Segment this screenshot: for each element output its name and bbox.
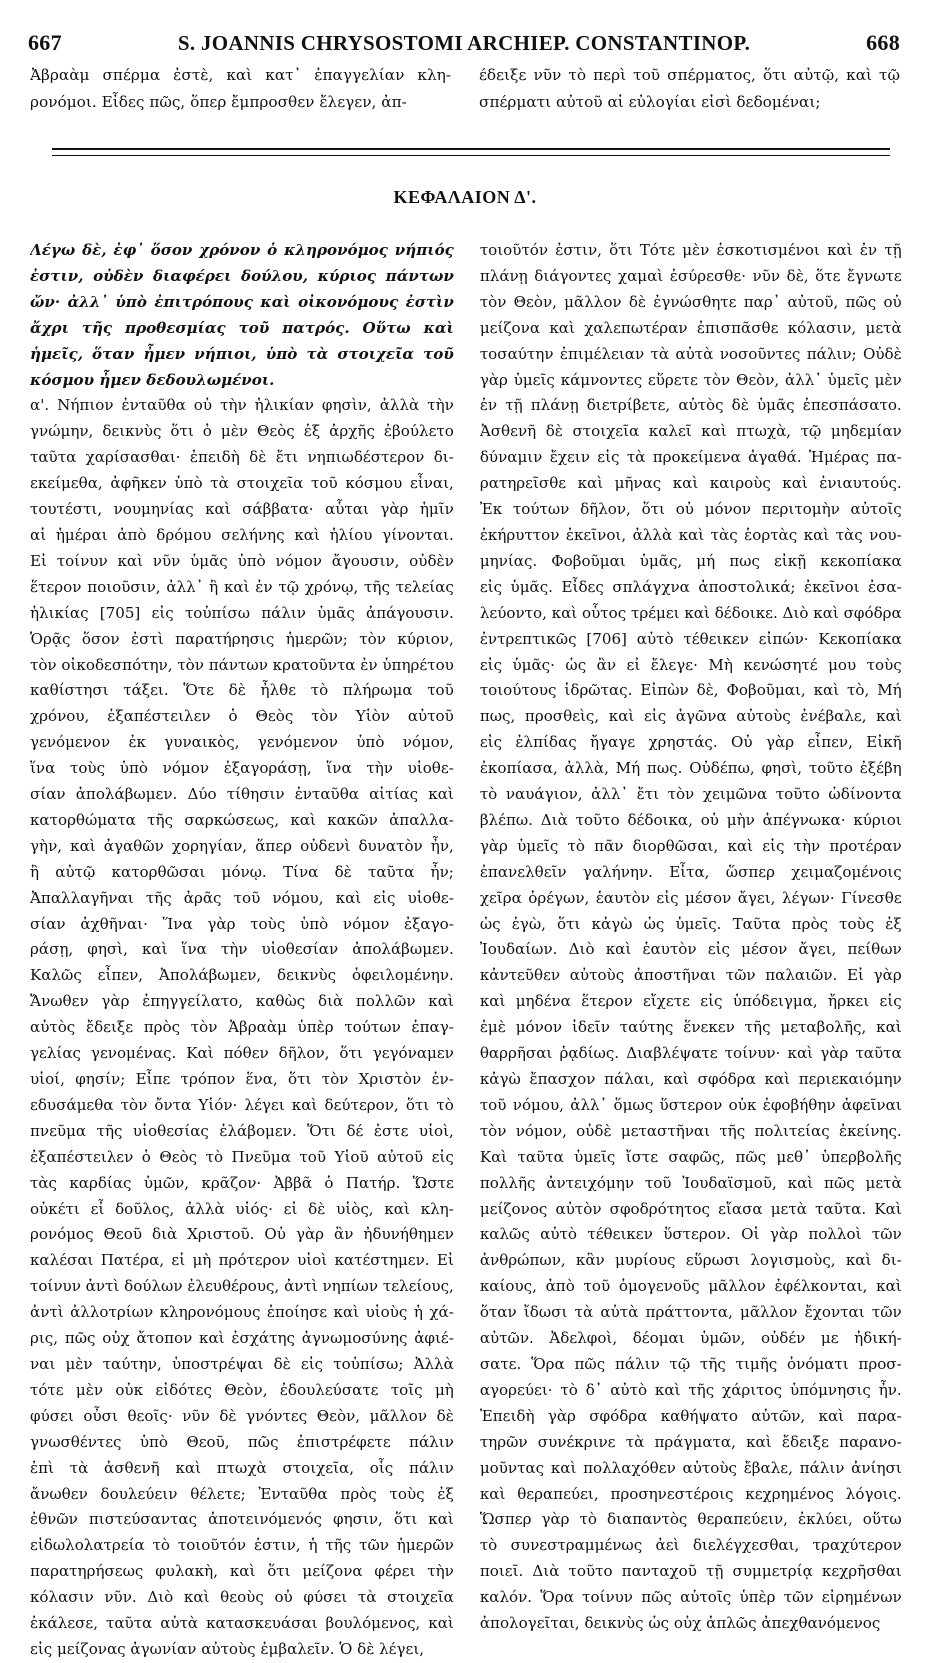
- verse-line: κόσμου ἦμεν δεδουλωμένοι.: [30, 370, 275, 389]
- text-line: βλέπω. Διὰ τοῦτο δέδοικα, οὐ μὴν ἀπέγνωκα· κύριοι: [479, 810, 902, 829]
- text-line: φύσει οὖσι θεοῖς· νῦν δὲ γνόντες Θεὸν, μᾶλλον δὲ: [30, 1406, 454, 1425]
- text-line: οὐκέτι εἶ δοῦλος, ἀλλὰ υἱός· εἰ δὲ υἱὸς, καὶ κλη-: [30, 1199, 454, 1218]
- text-line: ἀπολογεῖται, δεικνὺς ὡς οὐχ ἁπλῶς ἀπεχθανόμενος: [479, 1614, 881, 1633]
- text-line: γνωσθέντες ὑπὸ Θεοῦ, πῶς ἐπιστρέφετε πάλιν: [30, 1432, 454, 1451]
- text-line: Ἐκ τούτων δῆλον, ὅτι οὐ μόνον περιτομὴν αὐτοῖς: [479, 500, 902, 519]
- text-line: εἰς ἐλπίδας ἤγαγε χρηστάς. Οὐ γὰρ εἶπεν, Εἰκῆ: [479, 733, 902, 752]
- text-line: εἰς μείζονας ἀγωνίαν αὐτοὺς ἐμβαλεῖν. Ὁ δὲ λέγει,: [30, 1639, 425, 1658]
- text-line: ρις, πῶς οὐχ ἄτοπον καὶ ἐσχάτης ἀγνωμοσύνης ἀφιέ-: [30, 1329, 454, 1348]
- text-line: καθίστησι τάξει. Ὅτε δὲ ἦλθε τὸ πλήρωμα τοῦ: [30, 681, 454, 700]
- text-line: ρονόμος Θεοῦ διὰ Χριστοῦ. Οὐ γὰρ ἂν ἠδυνήθημεν: [30, 1225, 454, 1244]
- text-line: ἵνα τοὺς ὑπὸ νόμον ἐξαγοράσῃ, ἵνα τὴν υἱοθε-: [30, 759, 454, 778]
- text-line: ταῦτα χαρίσασθαι· ἐπειδὴ δὲ ἔτι νηπιωδέστερον δι-: [30, 448, 454, 467]
- text-line: αγορεύει· τὸ δ᾽ αὐτὸ καὶ τῆς χάριτος ὑπόμνησις ἦν.: [479, 1380, 902, 1399]
- text-line: έδειξε νῦν τὸ περὶ τοῦ σπέρματος, ὅτι αὐτῷ, καὶ τῷ: [479, 66, 900, 84]
- text-line: κἀντεῦθεν αὐτοὺς ἀποστῆναι τῶν παλαιῶν. Εἰ γὰρ: [479, 966, 902, 985]
- text-line: τηρῶν συνέκρινε τὰ πράγματα, καὶ ἔδειξε παρανο-: [479, 1432, 902, 1451]
- text-line: μοῦντας καὶ πολλαχόθεν αὐτοὺς ἔβαλε, πάλιν ἀνίησι: [479, 1458, 902, 1477]
- text-line: σατε. Ὅρα πῶς πάλιν τῷ τῆς τιμῆς ὀνόματι προσ-: [479, 1354, 902, 1373]
- text-line: ἐκοπίασα, ἀλλὰ, Μή πως. Οὐδέπω, φησὶ, τοῦτο ἐξέβη: [479, 759, 902, 778]
- text-line: εκείμεθα, ἀφῆκεν ὑπὸ τὰ στοιχεῖα τοῦ κόσμου εἶναι,: [30, 474, 454, 493]
- text-line: μείζονα καὶ χαλεπωτέραν ἐπισπᾶσθε κόλασιν, μετὰ: [479, 318, 902, 337]
- text-line: γὰρ ὑμεῖς κάμνοντες εὕρετε τὸν Θεὸν, ἀλλ᾽ ὑμεῖς μὲν: [479, 370, 902, 389]
- text-line: τότε μὲν οὐκ εἰδότες Θεὸν, ἐδουλεύσατε τοῖς μὴ: [30, 1380, 454, 1399]
- text-line: τοίνυν ἀντὶ δούλων ἐλευθέρους, ἀντὶ νηπίων τελείους,: [30, 1277, 454, 1296]
- text-line: εἰς ὑμᾶς· ὡς ἂν εἰ ἔλεγε· Μὴ κενώσητέ μου τοὺς: [479, 655, 902, 674]
- verse-line: ἐστιν, οὐδὲν διαφέρει δούλου, κύριος πάντων: [30, 266, 454, 285]
- right-column: [480, 238, 902, 1663]
- text-line: σίαν ἀχθῆναι· Ἵνα γὰρ τοὺς ὑπὸ νόμον ἐξαγο-: [30, 914, 454, 933]
- text-line: Ἀσθενῆ δὲ στοιχεῖα καλεῖ καὶ πτωχὰ, τῷ μηδεμίαν: [479, 422, 902, 441]
- text-line: Ἐπειδὴ γὰρ σφόδρα καθήψατο αὐτῶν, καὶ παρα-: [479, 1406, 902, 1425]
- verse-line: ἄχρι τῆς προθεσμίας τοῦ πατρός. Οὕτω καὶ: [30, 318, 454, 337]
- text-line: ναι μὲν ταύτην, ὑποστρέψαι δὲ εἰς τοὐπίσω; Ἀλλὰ: [30, 1354, 454, 1373]
- divider-rule: [52, 155, 890, 156]
- text-line: πως, προσθεὶς, καὶ εἰς ἀγῶνα αὐτοὺς ἐνέβαλε, καὶ: [479, 707, 902, 726]
- text-line: αὐτῶν. Ἀδελφοὶ, δέομαι ὑμῶν, οὐδέν με ἠδική-: [479, 1329, 902, 1348]
- text-line: ἄνωθεν δουλεύειν θέλετε; Ἐνταῦθα πρὸς τοὺς ἐξ: [30, 1484, 454, 1503]
- text-line: κἀγὼ ἔπασχον πάλαι, καὶ σφόδρα καὶ περιεκαιόμην: [479, 1070, 902, 1088]
- text-line: Ὥσπερ γὰρ τὸ διαπαντὸς θεραπεύειν, ἐκλύει, οὕτω: [479, 1510, 902, 1529]
- text-line: λεύοντο, καὶ οὗτος τρέμει καὶ δέδοικε. Διὸ καὶ σφόδρα: [479, 603, 902, 622]
- text-line: μείζονος αὐτὸν σφοδρότητος εἴασα μετὰ ταῦτα. Καὶ: [479, 1199, 902, 1218]
- text-line: γενόμενον ἐκ γυναικὸς, γενόμενον ὑπὸ νόμον,: [30, 733, 454, 752]
- body-columns: [30, 238, 900, 1663]
- text-line: ρονόμοι. Εἶδες πῶς, ὅπερ ἔμπροσθεν ἔλεγεν, ἀπ-: [30, 93, 407, 111]
- text-line: τοῦ νόμου, ἀλλ᾽ ὅμως ὕστερον οὐκ ἐφοβήθην ἀφεῖναι: [479, 1095, 902, 1114]
- text-line: εδυσάμεθα τὸν ὄντα Υἱόν· λέγει καὶ δεύτερον, ὅτι τὸ: [30, 1095, 454, 1114]
- text-line: Καλῶς εἶπεν, Ἀπολάβωμεν, δεικνὺς ὀφειλομένην.: [30, 966, 454, 985]
- text-line: αὐτὸς ἔδειξε πρὸς τὸν Ἀβραὰμ ὑπὲρ τούτων ἐπαγ-: [30, 1018, 454, 1037]
- text-line: πνεῦμα τῆς υἱοθεσίας ἐλάβομεν. Ὅτι δέ ἐστε υἱοὶ,: [30, 1121, 454, 1140]
- text-line: γὴν, καὶ ἀγαθῶν χορηγίαν, ἅπερ οὐδενὶ δυνατὸν ἦν,: [30, 836, 454, 855]
- text-line: γὰρ ὑμεῖς τὸ πᾶν διορθῶσαι, καὶ εἰς τὴν προτέραν: [479, 836, 902, 855]
- page-number-left: 667: [28, 30, 62, 55]
- text-line: ὡς ἐγὼ, ὅτι κἀγὼ ὡς ὑμεῖς. Ταῦτα πρὸς τοὺς ἐξ: [479, 914, 902, 933]
- text-line: τὰς καρδίας ὑμῶν, κρᾶζον· Ἀββᾶ ὁ Πατήρ. Ὥστε: [30, 1173, 454, 1192]
- text-line: θαρρῆσαι ῥᾳδίως. Διαβλέψατε τοίνυν· καὶ γὰρ ταῦτα: [479, 1044, 902, 1063]
- text-line: καὶ μηδένα ἕτερον εἴχετε εἰς ὑπόδειγμα, ἤρκει εἰς: [479, 992, 902, 1011]
- text-line: δύναμιν ἔχειν εἰς τὰ προκείμενα ἀγαθά. Ἡμέρας πα-: [479, 448, 902, 467]
- text-line: τὸ ναυάγιον, ἀλλ᾽ ἔτι τὸν χειμῶνα τοῦτο ὠδίνοντα: [479, 785, 902, 804]
- text-line: καλόν. Ὅρα τοίνυν πῶς αὐτοῖς ὑπὲρ τῶν εἰρημένων: [479, 1588, 902, 1607]
- text-line: καλέσαι Πατέρα, εἰ μὴ πρότερον υἱοὶ κατέστημεν. Εἰ: [30, 1251, 454, 1270]
- text-line: κατορθώματα τῆς σαρκώσεως, καὶ κακῶν ἀπαλλα-: [30, 810, 454, 829]
- text-line: πολλῆς ἀντειχόμην τοῦ Ἰουδαϊσμοῦ, καὶ πῶς μετὰ: [479, 1173, 902, 1192]
- text-line: καὶ θεραπεύει, προσηνεστέροις κεχρημένος λόγοις.: [479, 1484, 902, 1503]
- text-line: ἐντρεπτικῶς [706] αὐτὸ τέθεικεν εἰπών· Κεκοπίακα: [479, 629, 902, 648]
- text-line: υἱοί, φησίν; Εἶπε τρόπον ἕνα, ὅτι τὸν Χριστὸν ἐν-: [30, 1070, 454, 1088]
- verse-line: Λέγω δὲ, ἐφ᾽ ὅσον χρόνον ὁ κληρονόμος νήπιός: [30, 241, 454, 259]
- top-left-column: [30, 62, 451, 116]
- text-line: σίαν ἀπολάβωμεν. Δύο τίθησιν ἐνταῦθα αἰτίας καὶ: [30, 785, 454, 804]
- text-line: αἱ ἡμέραι ἀπὸ δρόμου σελήνης καὶ ἡλίου γίνονται.: [30, 525, 454, 544]
- text-line: ἕτερον ποιοῦσιν, ἀλλ᾽ ἢ καὶ ἐν τῷ χρόνῳ, τῆς τελείας: [30, 577, 454, 596]
- verse-line: ἡμεῖς, ὅταν ἦμεν νήπιοι, ὑπὸ τὰ στοιχεῖα τοῦ: [30, 344, 454, 363]
- text-line: Ἀπαλλαγῆναι τῆς ἀρᾶς τοῦ νόμου, καὶ εἰς υἱοθε-: [30, 888, 454, 907]
- text-line: ὅταν ἴδωσι τὰ αὐτὰ πράττοντα, μᾶλλον ἔχονται τῶν: [479, 1303, 902, 1322]
- text-line: ἐθνῶν πιστεύσαντας ἀποτεινόμενός φησιν, ὅτι καὶ: [30, 1510, 454, 1529]
- text-line: Εἰ τοίνυν καὶ νῦν ὑμᾶς ὑπὸ νόμον ἄγουσιν, οὐδὲν: [30, 551, 454, 570]
- text-line: Ὁρᾷς ὅσον ἐστὶ παρατήρησις ἡμερῶν; τὸν κύριον,: [30, 629, 454, 648]
- text-line: παρατηρήσεως φυλακὴ, καὶ ὅτι μείζονα φέρει τὴν: [30, 1562, 454, 1581]
- text-line: τὸ συνεστραμμένως ἀεὶ διελέγχεσθαι, τραχύτερον: [479, 1536, 902, 1555]
- text-line: τοσαύτην ἐπιμέλειαν τὰ αὐτὰ νοσοῦντες πάλιν; Οὐδὲ: [479, 344, 902, 363]
- text-line: εἰς ὑμᾶς. Εἶδες σπλάγχνα ἀποστολικά; ἐκεῖνοι ἐσα-: [479, 577, 902, 596]
- text-line: χεῖρα ὀρέγων, ἑαυτὸν εἰς μέσον ἄγει, λέγων· Γίνεσθε: [479, 888, 902, 907]
- text-line: ἐπὶ τὰ ἀσθενῆ καὶ πτωχὰ στοιχεῖα, οἷς πάλιν: [30, 1458, 454, 1477]
- text-line: καλῶς αὐτὸ τέθεικεν ὕστερον. Οἱ γὰρ πολλοὶ τῶν: [479, 1225, 902, 1244]
- text-line: ἐκάλεσε, ταῦτα αὐτὰ κατασκευάσαι βουλόμενος, καὶ: [30, 1614, 454, 1633]
- text-line: μηνίας. Φοβοῦμαι ὑμᾶς, μή πως εἰκῇ κεκοπίακα: [479, 551, 902, 570]
- running-title: S. JOANNIS CHRYSOSTOMI ARCHIEP. CONSTANTINOP.: [177, 31, 751, 55]
- top-continuation: [30, 62, 900, 116]
- text-line: Ἄνωθεν γὰρ ἐπηγγείλατο, καθὼς διὰ πολλῶν καὶ: [30, 992, 454, 1011]
- text-line: Καὶ ταῦτα ὑμεῖς ἴστε σαφῶς, πῶς μεθ᾽ ὑπερβολῆς: [479, 1147, 902, 1166]
- text-line: τὸν οἰκοδεσπότην, τὸν πάντων κρατοῦντα ἐν ὑπηρέτου: [30, 655, 454, 674]
- text-line: γνώμην, δεικνὺς ὅτι ὁ μὲν Θεὸς ἐξ ἀρχῆς ἐβούλετο: [30, 422, 454, 441]
- text-line: καίους, ἀπὸ τοῦ ὁμογενοῦς μᾶλλον ἐφέλκονται, καὶ: [479, 1277, 902, 1296]
- text-line: ἐμὲ μόνον ἰδεῖν ταύτης ἕνεκεν τῆς μεταβολῆς, καὶ: [479, 1018, 902, 1037]
- text-line: ἐπανελθεῖν γαλήνην. Εἶτα, ὥσπερ χειμαζομένοις: [479, 862, 902, 881]
- text-line: κόλασιν νῦν. Διὸ καὶ θεοὺς οὐ φύσει τὰ στοιχεῖα: [30, 1588, 454, 1607]
- text-line: Ἰουδαίων. Διὸ καὶ ἑαυτὸν εἰς μέσον ἄγει, πείθων: [479, 940, 902, 959]
- text-line: ποιεῖ. Διὰ τοῦτο πανταχοῦ τῇ συμμετρίᾳ κεχρῆσθαι: [479, 1562, 902, 1581]
- page-number-right: 668: [866, 30, 900, 55]
- text-line: ἐκήρυττον ἐκεῖνοι, ἀλλὰ καὶ τὰς ἑορτὰς καὶ τὰς νου-: [479, 525, 902, 544]
- text-line: ἐν τῇ πλάνῃ διετρίβετε, αὐτὸς δὲ ὑμᾶς ἐπεσπάσατο.: [479, 396, 902, 415]
- running-header: [28, 30, 900, 58]
- text-line: τοιοῦτόν ἐστιν, ὅτι Τότε μὲν ἐσκοτισμένοι καὶ ἐν τῇ: [479, 241, 902, 259]
- text-line: Ἀβραὰμ σπέρμα ἐστὲ, καὶ κατ᾽ ἐπαγγελίαν κλη-: [30, 66, 451, 84]
- text-line: τὸν Θεὸν, μᾶλλον δὲ ἐγνώσθητε παρ᾽ αὐτοῦ, πῶς οὐ: [479, 292, 902, 311]
- text-line: τουτέστι, νουμηνίας καὶ σάββατα· αὗται γὰρ ἡμῖν: [30, 500, 454, 519]
- text-line: γελίας γενομένας. Καὶ πόθεν δῆλον, ὅτι γεγόναμεν: [30, 1044, 454, 1063]
- verse-line: ὤν· ἀλλ᾽ ὑπὸ ἐπιτρόπους καὶ οἰκονόμους ἐστὶν: [30, 292, 454, 311]
- text-line: τοιούτους ἱδρῶτας. Εἰπὼν δὲ, Φοβοῦμαι, καὶ τὸ, Μή: [479, 681, 902, 700]
- text-line: εἰδωλολατρεία τὸ τοιοῦτόν ἐστιν, ἡ τῆς τῶν ἡμερῶν: [30, 1536, 454, 1555]
- top-right-column: [479, 62, 900, 116]
- chapter-heading: ΚΕΦΑΛΑΙΟΝ Δ'.: [393, 187, 537, 207]
- text-line: ἡλικίας [705] εἰς τοὐπίσω πάλιν ὑμᾶς ἀπάγουσιν.: [30, 603, 454, 622]
- text-line: ἢ αὐτῷ κατορθῶσαι μόνῳ. Τίνα δὲ ταῦτα ἦν;: [30, 862, 454, 881]
- text-line: ράσῃ, φησὶ, καὶ ἵνα τὴν υἱοθεσίαν ἀπολάβωμεν.: [30, 940, 454, 959]
- left-column: [30, 238, 454, 1663]
- text-line: ἀνθρώπων, κἂν μυρίους εὕρωσι λογισμοὺς, καὶ δι-: [479, 1251, 902, 1270]
- text-line: ἐξαπέστειλεν ὁ Θεὸς τὸ Πνεῦμα τοῦ Υἱοῦ αὐτοῦ εἰς: [30, 1147, 454, 1166]
- text-line: ρατηρεῖσθε καὶ μῆνας καὶ καιροὺς καὶ ἐνιαυτούς.: [479, 474, 902, 493]
- text-line: α'. Νήπιον ἐνταῦθα οὐ τὴν ἡλικίαν φησὶν, ἀλλὰ τὴν: [30, 396, 454, 415]
- text-line: σπέρματι αὐτοῦ αἱ εὐλογίαι εἰσὶ δεδομέναι;: [479, 93, 821, 111]
- divider-rule: [52, 148, 890, 150]
- text-line: πλάνῃ διάγοντες χαμαὶ ἐσύρεσθε· νῦν δὲ, ὅτε ἔγνωτε: [479, 266, 902, 285]
- text-line: τὸν νόμον, οὐδὲ μεταστῆναι τῆς πολιτείας ἐκείνης.: [479, 1121, 902, 1140]
- text-line: ἀντὶ ἀλλοτρίων κληρονόμους ἐποίησε καὶ υἱοὺς ἡ χά-: [30, 1303, 454, 1322]
- text-line: χρόνου, ἐξαπέστειλεν ὁ Θεὸς τὸν Υἱὸν αὐτοῦ: [30, 707, 454, 726]
